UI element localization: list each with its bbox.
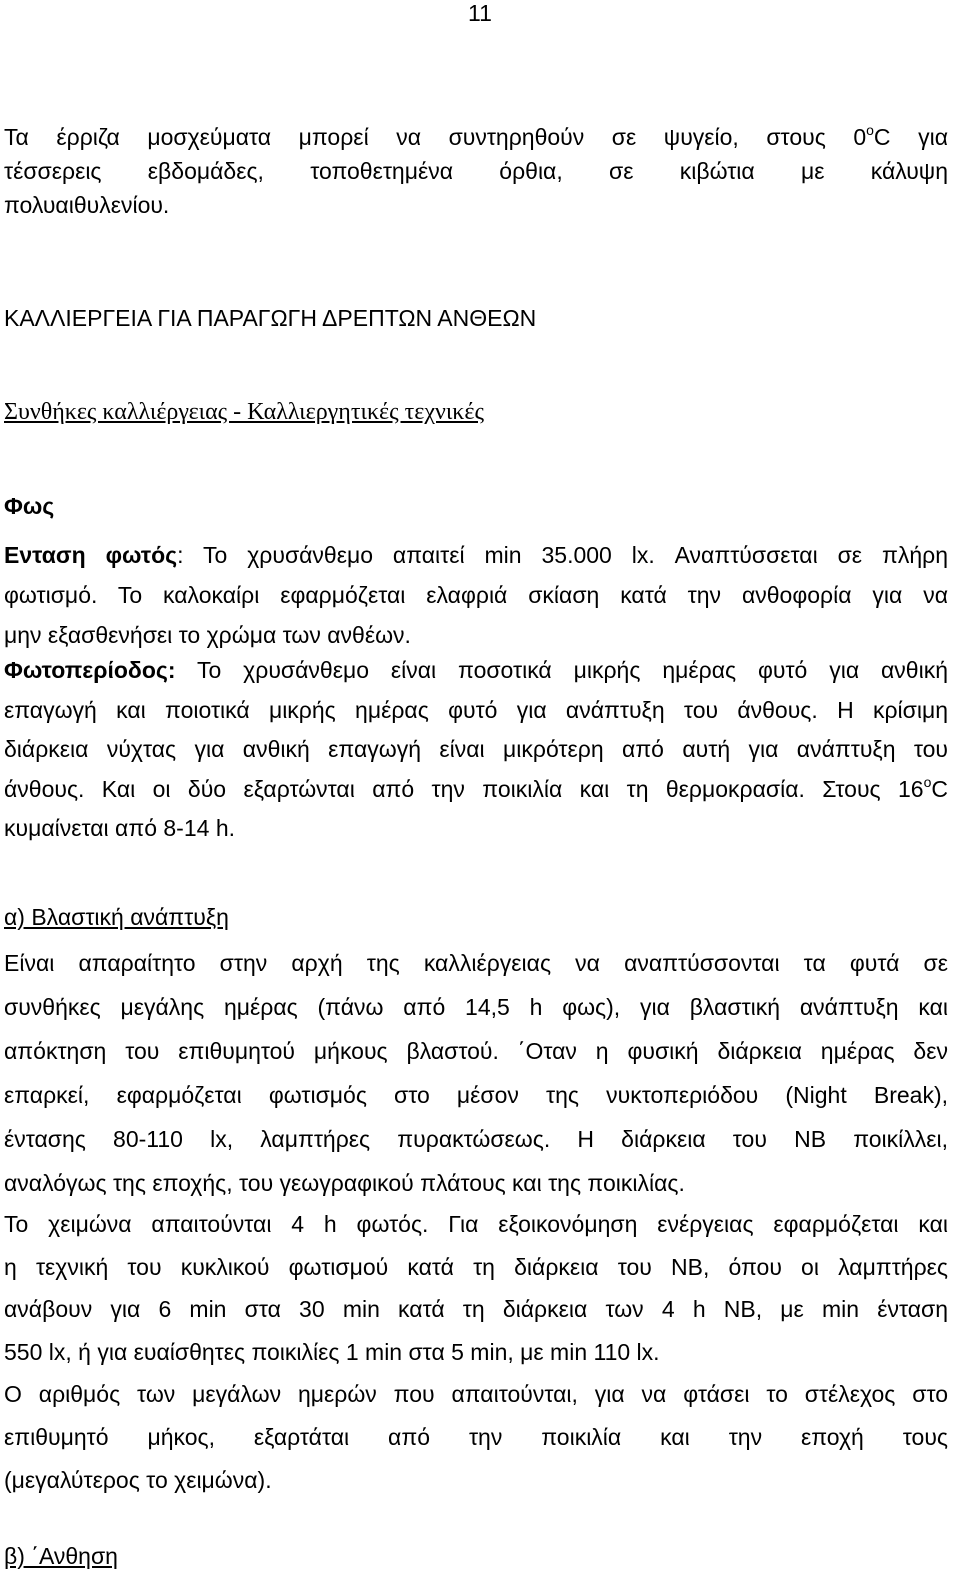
text-line: αναλόγως της εποχής, του γεωγραφικού πλάτους και της ποικιλίας. xyxy=(4,1170,685,1196)
text-line: κυμαίνεται από 8-14 h. xyxy=(4,815,235,841)
text-line: 550 lx, ή για ευαίσθητες ποικιλίες 1 min στα 5 min, με min 110 lx. xyxy=(4,1338,660,1365)
photoperiod-paragraph xyxy=(4,651,948,849)
intro-line: Τα έρριζα μοσχεύματα μπορεί να συντηρηθούν σε ψυγείο, στους $0^oC$ για xyxy=(4,122,948,150)
text-line: φωτισμό. Το καλοκαίρι εφαρμόζεται ελαφριά σκίαση κατά την ανθοφορία για να xyxy=(4,582,948,608)
intro-line: τέσσερεις εβδομάδες, τοποθετημένα όρθια, σε κιβώτια με κάλυψη xyxy=(4,158,948,184)
photoperiod-label: Φωτοπερίοδος: xyxy=(4,657,176,683)
text-line: Είναι απαραίτητο στην αρχή της καλλιέργειας να αναπτύσσονται τα φυτά σε xyxy=(4,950,948,976)
text-line: απόκτηση του επιθυμητού μήκους βλαστού. ΄Οταν η φυσική διάρκεια ημέρας δεν xyxy=(4,1038,948,1064)
section-heading: ΚΑΛΛΙΕΡΓΕΙΑ ΓΙΑ ΠΑΡΑΓΩΓΗ ΔΡΕΠΤΩΝ ΑΝΘΕΩΝ xyxy=(4,305,537,331)
text-line: διάρκεια νύχτας για ανθική επαγωγή είναι μικρότερη από αυτή για ανάπτυξη του xyxy=(4,736,948,762)
text-line: επιθυμητό μήκος, εξαρτάται από την ποικιλία και την εποχή τους xyxy=(4,1424,948,1450)
text-line: ανάβουν για 6 min στα 30 min κατά τη διάρκεια των 4 h NB, με min ένταση xyxy=(4,1296,948,1322)
text-line: μην εξασθενήσει το χρώμα των ανθέων. xyxy=(4,622,411,648)
light-title: Φως xyxy=(4,493,55,519)
vegetative-growth-paragraph-2 xyxy=(4,1203,948,1373)
page-number: 11 xyxy=(468,0,492,26)
text-line: Ενταση φωτός: Το χρυσάνθεμο απαιτεί min 35.000 lx. Αναπτύσσεται σε πλήρη xyxy=(4,542,948,568)
text-line: επαγωγή και ποιοτικά μικρής ημέρας φυτό για ανάπτυξη του άνθους. Η κρίσιμη xyxy=(4,696,948,723)
text-line: επαρκεί, εφαρμόζεται φωτισμός στο μέσον της νυκτοπεριόδου (Night Break), xyxy=(4,1082,948,1108)
text-line: Το χειμώνα απαιτούνται 4 h φωτός. Για εξοικονόμηση ενέργειας εφαρμόζεται και xyxy=(4,1211,948,1237)
flowering-title: β) ΄Ανθηση xyxy=(4,1543,118,1569)
intensity-label: Ενταση φωτός xyxy=(4,542,178,568)
text-line: (μεγαλύτερος το χειμώνα). xyxy=(4,1467,272,1493)
light-intensity-paragraph xyxy=(4,535,948,655)
section-subheading: Συνθήκες καλλιέργειας - Καλλιεργητικές τεχνικές xyxy=(4,399,484,425)
text-line: Φωτοπερίοδος: Το χρυσάνθεμο είναι ποσοτικά μικρής ημέρας φυτό για ανθική xyxy=(4,657,948,683)
text-line: συνθήκες μεγάλης ημέρας (πάνω από 14,5 h φως), για βλαστική ανάπτυξη και xyxy=(4,994,948,1020)
intro-paragraph xyxy=(4,120,948,222)
text-line: έντασης 80-110 lx, λαμπτήρες πυρακτώσεως. Η διάρκεια του NB ποικίλλει, xyxy=(4,1126,948,1152)
text-line: η τεχνική του κυκλικού φωτισμού κατά τη διάρκεια του NB, όπου οι λαμπτήρες xyxy=(4,1253,948,1280)
intro-line: πολυαιθυλενίου. xyxy=(4,192,170,218)
text-line: Ο αριθμός των μεγάλων ημερών που απαιτούνται, για να φτάσει το στέλεχος στο xyxy=(4,1381,948,1407)
vegetative-growth-paragraph-1 xyxy=(4,941,948,1205)
text-line: άνθους. Και οι δύο εξαρτώνται από την ποικιλία και τη θερμοκρασία. Στους $16^oC$ xyxy=(4,773,948,802)
vegetative-growth-title: α) Βλαστική ανάπτυξη xyxy=(4,904,229,930)
vegetative-growth-paragraph-3 xyxy=(4,1373,948,1502)
